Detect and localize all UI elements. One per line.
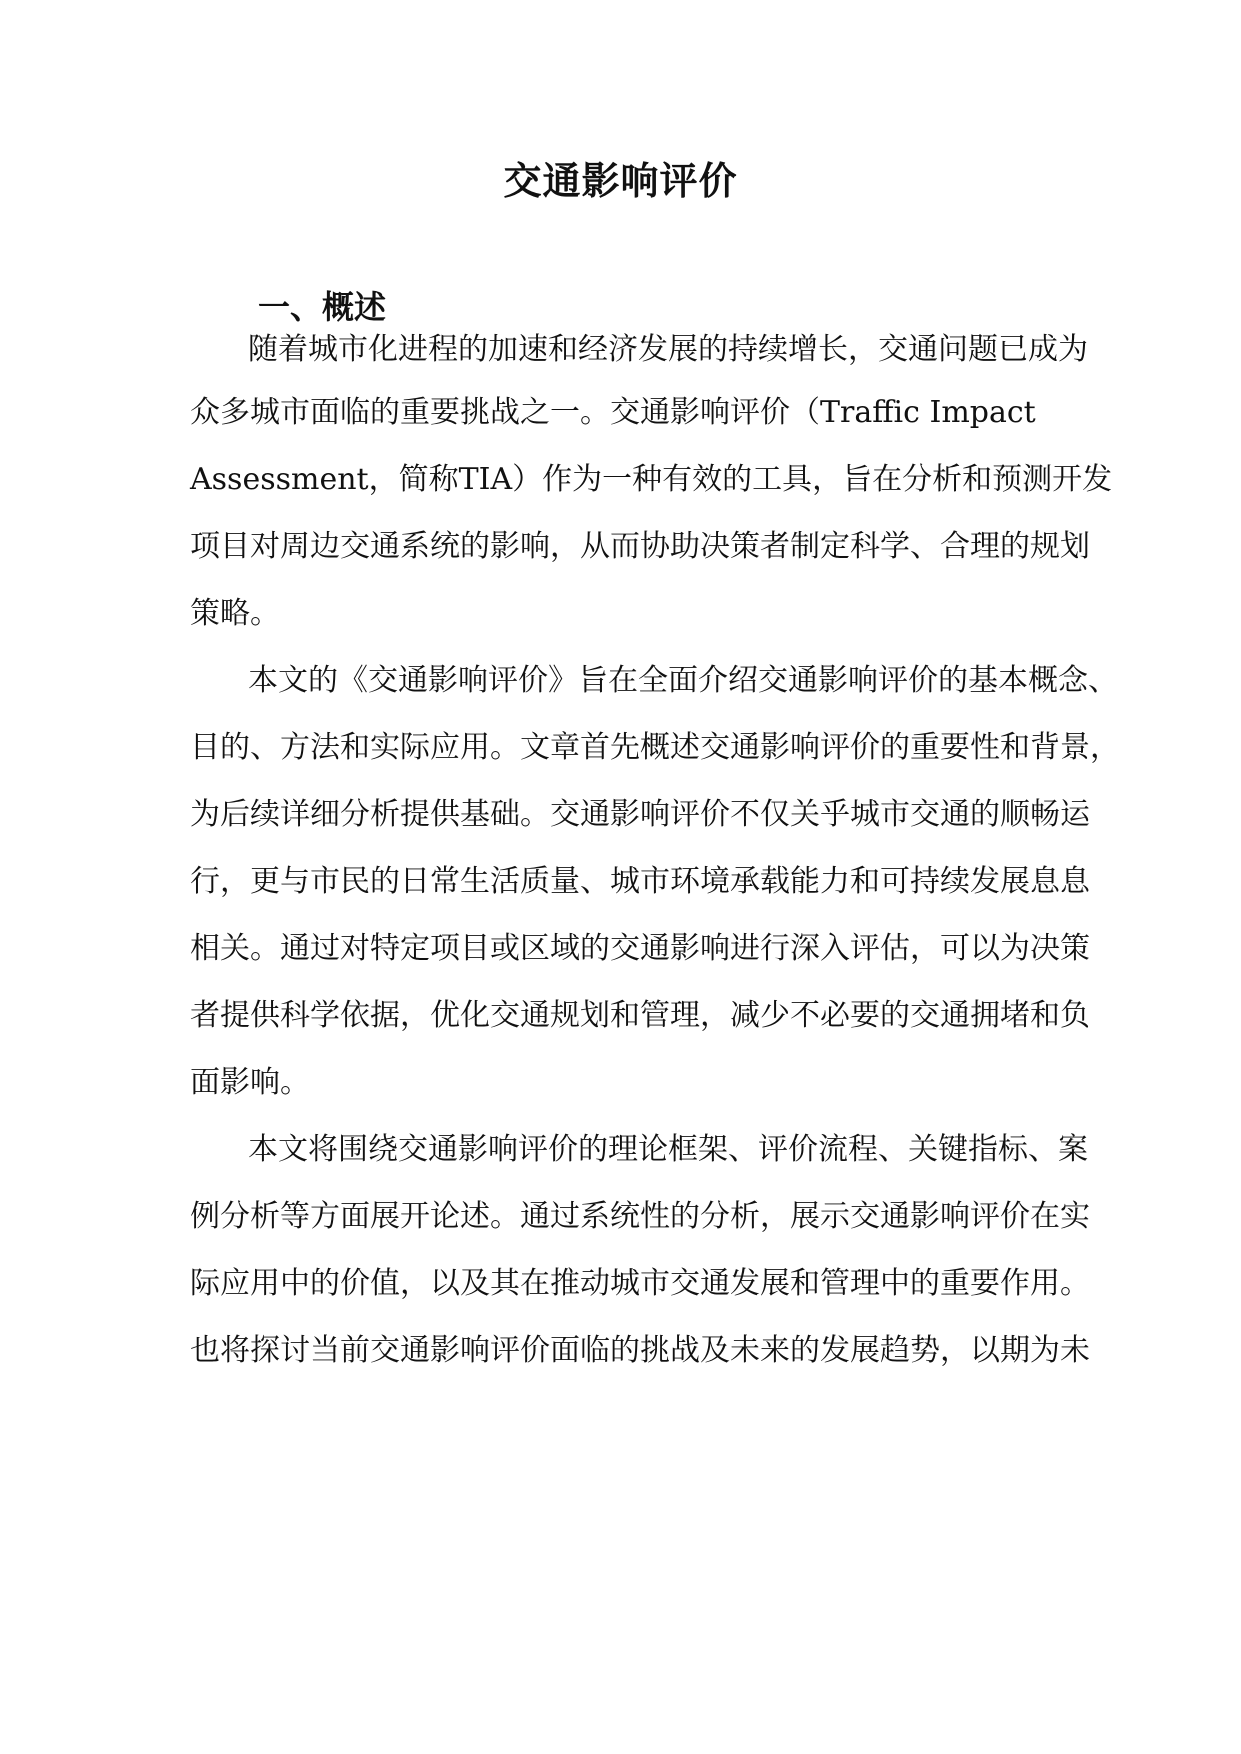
paragraph-line: Assessment，简称TIA）作为一种有效的工具，旨在分析和预测开发 [190,462,1113,497]
paragraph-line: 策略。 [190,596,280,631]
paragraph-line: 面影响。 [190,1065,310,1100]
paragraph-line: 相关。通过对特定项目或区域的交通影响进行深入评估，可以为决策 [190,931,1090,966]
paragraph-line: 随着城市化进程的加速和经济发展的持续增长，交通问题已成为 [248,332,1088,367]
document-title: 交通影响评价 [503,159,738,203]
paragraph-line: 也将探讨当前交通影响评价面临的挑战及未来的发展趋势，以期为未 [190,1333,1090,1368]
paragraph-line: 为后续详细分析提供基础。交通影响评价不仅关乎城市交通的顺畅运 [190,797,1090,832]
paragraph-line: 际应用中的价值，以及其在推动城市交通发展和管理中的重要作用。 [190,1266,1090,1301]
section-heading: 一、概述 [258,288,387,326]
paragraph-line: 者提供科学依据，优化交通规划和管理，减少不必要的交通拥堵和负 [190,998,1090,1033]
paragraph-line: 目的、方法和实际应用。文章首先概述交通影响评价的重要性和背景， [190,730,1120,765]
paragraph-line: 项目对周边交通系统的影响，从而协助决策者制定科学、合理的规划 [190,529,1090,564]
paragraph-line: 本文的《交通影响评价》旨在全面介绍交通影响评价的基本概念、 [248,663,1118,698]
paragraph-line: 本文将围绕交通影响评价的理论框架、评价流程、关键指标、案 [248,1132,1088,1167]
paragraph-line: 众多城市面临的重要挑战之一。交通影响评价（Traffic Impact [190,395,1036,430]
paragraph-line: 例分析等方面展开论述。通过系统性的分析，展示交通影响评价在实 [190,1199,1090,1234]
paragraph-line: 行，更与市民的日常生活质量、城市环境承载能力和可持续发展息息 [190,864,1090,899]
